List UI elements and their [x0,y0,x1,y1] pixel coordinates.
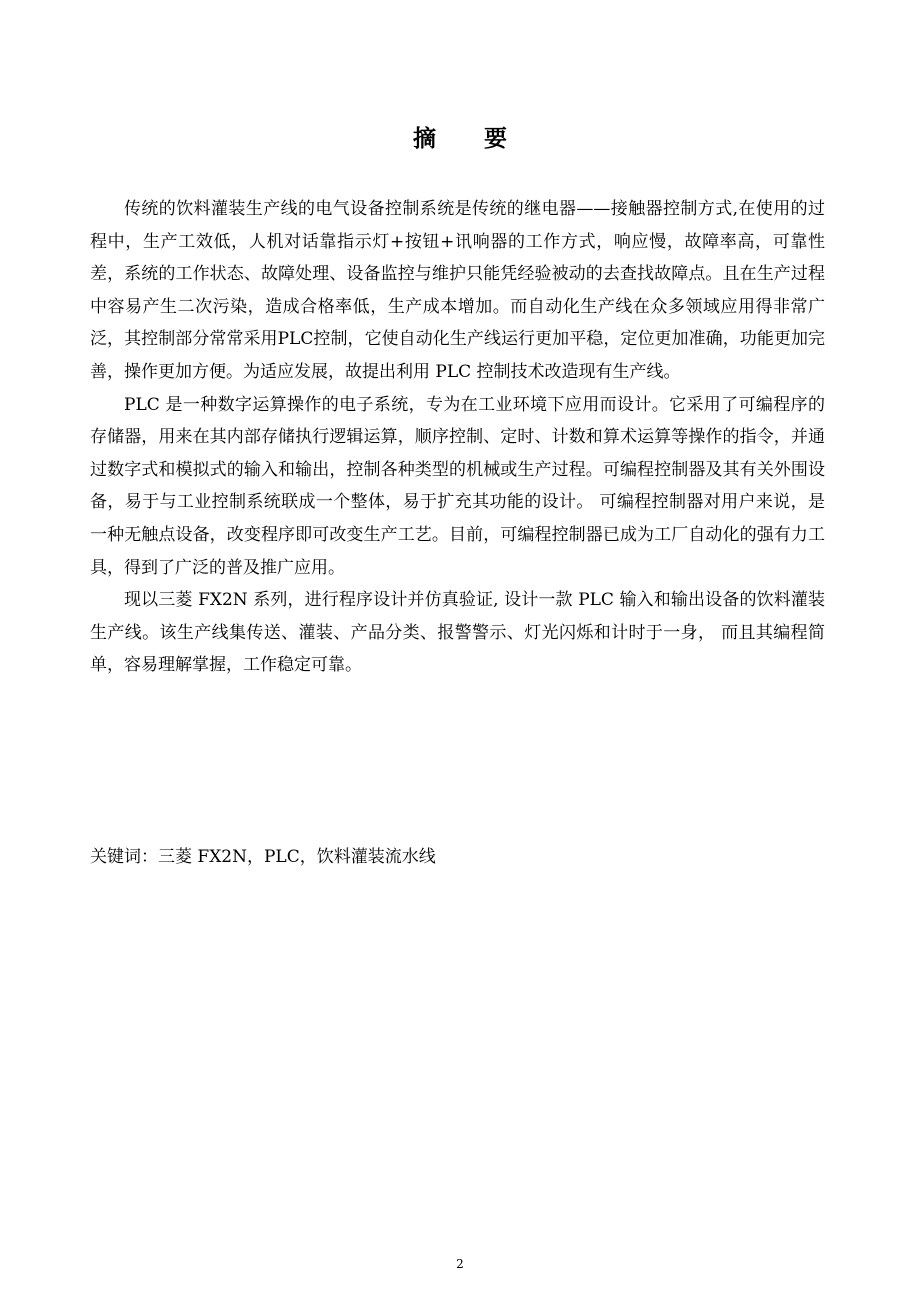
document-title: 摘 要 [412,126,527,152]
keywords-line: 关键词：三菱 FX2N，PLC，饮料灌装流水线 [90,847,436,867]
page-number: 2 [456,1257,464,1271]
paragraph-1: 传统的饮料灌装生产线的电气设备控制系统是传统的继电器——接触器控制方式,在使用的过程中，生产工效低，人机对话靠指示灯+按钮+讯响器的工作方式，响应慢，故障率高，可靠性差，系统的工作状态、故障处理、设备监控与维护只能凭经验被动的去查找故障点。且在生产过程中容易产生二次污染，造成合格率低，生产成本增加。而自动化生产线在众多领域应用得非常广泛，其控制部分常常采用PLC控制，它使自动化生产线运行更加平稳，定位更加准确，功能更加完善，操作更加方便。为适应发展，故提出利用 PLC 控制技术改造现有生产线。 [90,199,825,382]
paragraph-3: 现以三菱 FX2N 系列，进行程序设计并仿真验证, 设计一款 PLC 输入和输出设备的饮料灌装生产线。该生产线集传送、灌装、产品分类、报警警示、灯光闪烁和计时于一身， 而且其编程简单，容易理解掌握，工作稳定可靠。 [90,590,825,676]
abstract-body [90,193,825,682]
paragraph-2: PLC 是一种数字运算操作的电子系统，专为在工业环境下应用而设计。它采用了可编程序的存储器，用来在其内部存储执行逻辑运算，顺序控制、定时、计数和算术运算等操作的指令，并通过数字式和模拟式的输入和输出，控制各种类型的机械或生产过程。可编程控制器及其有关外围设备，易于与工业控制系统联成一个整体，易于扩充其功能的设计。 可编程控制器对用户来说，是一种无触点设备，改变程序即可改变生产工艺。目前，可编程控制器已成为工厂自动化的强有力工具，得到了广泛的普及推广应用。 [90,394,825,578]
